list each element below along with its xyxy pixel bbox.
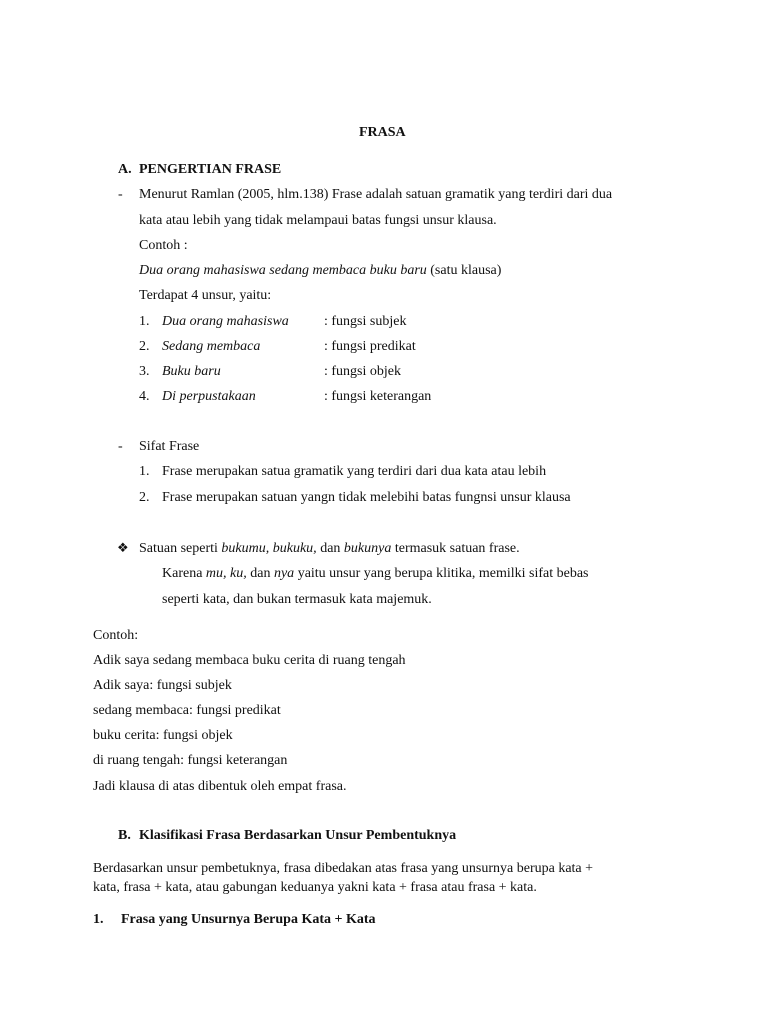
contoh2-line: buku cerita: fungsi objek	[93, 728, 233, 743]
note-italic: mu, ku,	[205, 566, 247, 581]
section-a-heading: PENGERTIAN FRASE	[139, 162, 282, 177]
unsur-phrase: Buku baru	[162, 364, 221, 379]
unsur-function: : fungsi keterangan	[324, 389, 432, 404]
note-text: dan	[246, 566, 274, 581]
unsur-phrase: Sedang membaca	[162, 339, 261, 354]
contoh2-heading: Contoh:	[93, 628, 139, 643]
diamond-bullet-icon: ❖	[117, 541, 129, 556]
note-line-3: seperti kata, dan bukan termasuk kata majemuk.	[162, 592, 432, 607]
section-b-marker: B.	[118, 828, 131, 843]
unsur-intro: Terdapat 4 unsur, yaitu:	[139, 288, 272, 303]
note-text: Satuan seperti	[139, 541, 222, 556]
sifat-text: Frase merupakan satua gramatik yang terdiri dari dua kata atau lebih	[162, 464, 547, 479]
note-line-1	[139, 540, 520, 558]
note-italic: bukunya	[343, 541, 392, 556]
note-italic: nya	[273, 566, 295, 581]
unsur-phrase: Di perpustakaan	[162, 389, 256, 404]
note-text: Karena	[162, 566, 206, 581]
example-sentence-note: (satu klausa)	[426, 263, 502, 278]
sifat-dash: -	[118, 439, 123, 454]
example-sentence	[139, 262, 501, 280]
note-text: yaitu unsur yang berupa klitika, memilki sifat bebas	[294, 566, 589, 581]
section-b-heading: Klasifikasi Frasa Berdasarkan Unsur Pembentuknya	[139, 828, 457, 843]
sifat-num: 2.	[139, 490, 150, 505]
contoh2-line: sedang membaca: fungsi predikat	[93, 703, 281, 718]
note-text: dan	[316, 541, 344, 556]
contoh2-line: Adik saya: fungsi subjek	[93, 678, 232, 693]
section-a-marker: A.	[118, 162, 132, 177]
unsur-num: 3.	[139, 364, 150, 379]
note-text: termasuk satuan frase.	[391, 541, 520, 556]
unsur-function: : fungsi predikat	[324, 339, 416, 354]
unsur-num: 4.	[139, 389, 150, 404]
section-b-para-line-2: kata, frasa + kata, atau gabungan keduanya yakni kata + frasa atau frasa + kata.	[93, 880, 537, 895]
unsur-num: 2.	[139, 339, 150, 354]
unsur-function: : fungsi objek	[324, 364, 401, 379]
contoh-label: Contoh :	[139, 238, 188, 253]
contoh2-line: Jadi klausa di atas dibentuk oleh empat frasa.	[93, 779, 347, 794]
sifat-text: Frase merupakan satuan yangn tidak melebihi batas fungnsi unsur klausa	[162, 490, 571, 505]
definition-line-2: kata atau lebih yang tidak melampaui batas fungsi unsur klausa.	[139, 213, 497, 228]
definition-dash: -	[118, 187, 123, 202]
page-title: FRASA	[359, 125, 406, 140]
sifat-num: 1.	[139, 464, 150, 479]
contoh2-line: di ruang tengah: fungsi keterangan	[93, 753, 288, 768]
definition-line-1: Menurut Ramlan (2005, hlm.138) Frase adalah satuan gramatik yang terdiri dari dua	[139, 187, 613, 202]
subsection-1-marker: 1.	[93, 912, 104, 927]
subsection-1-heading: Frasa yang Unsurnya Berupa Kata + Kata	[121, 912, 376, 927]
unsur-function: : fungsi subjek	[324, 314, 407, 329]
unsur-num: 1.	[139, 314, 150, 329]
sifat-heading: Sifat Frase	[139, 439, 200, 454]
unsur-phrase: Dua orang mahasiswa	[162, 314, 289, 329]
note-italic: bukumu, bukuku,	[221, 541, 317, 556]
contoh2-line: Adik saya sedang membaca buku cerita di ruang tengah	[93, 653, 406, 668]
example-sentence-italic: Dua orang mahasiswa sedang membaca buku baru	[139, 263, 427, 278]
section-b-para-line-1: Berdasarkan unsur pembetuknya, frasa dibedakan atas frasa yang unsurnya berupa kata +	[93, 861, 594, 876]
note-line-2	[162, 565, 589, 583]
